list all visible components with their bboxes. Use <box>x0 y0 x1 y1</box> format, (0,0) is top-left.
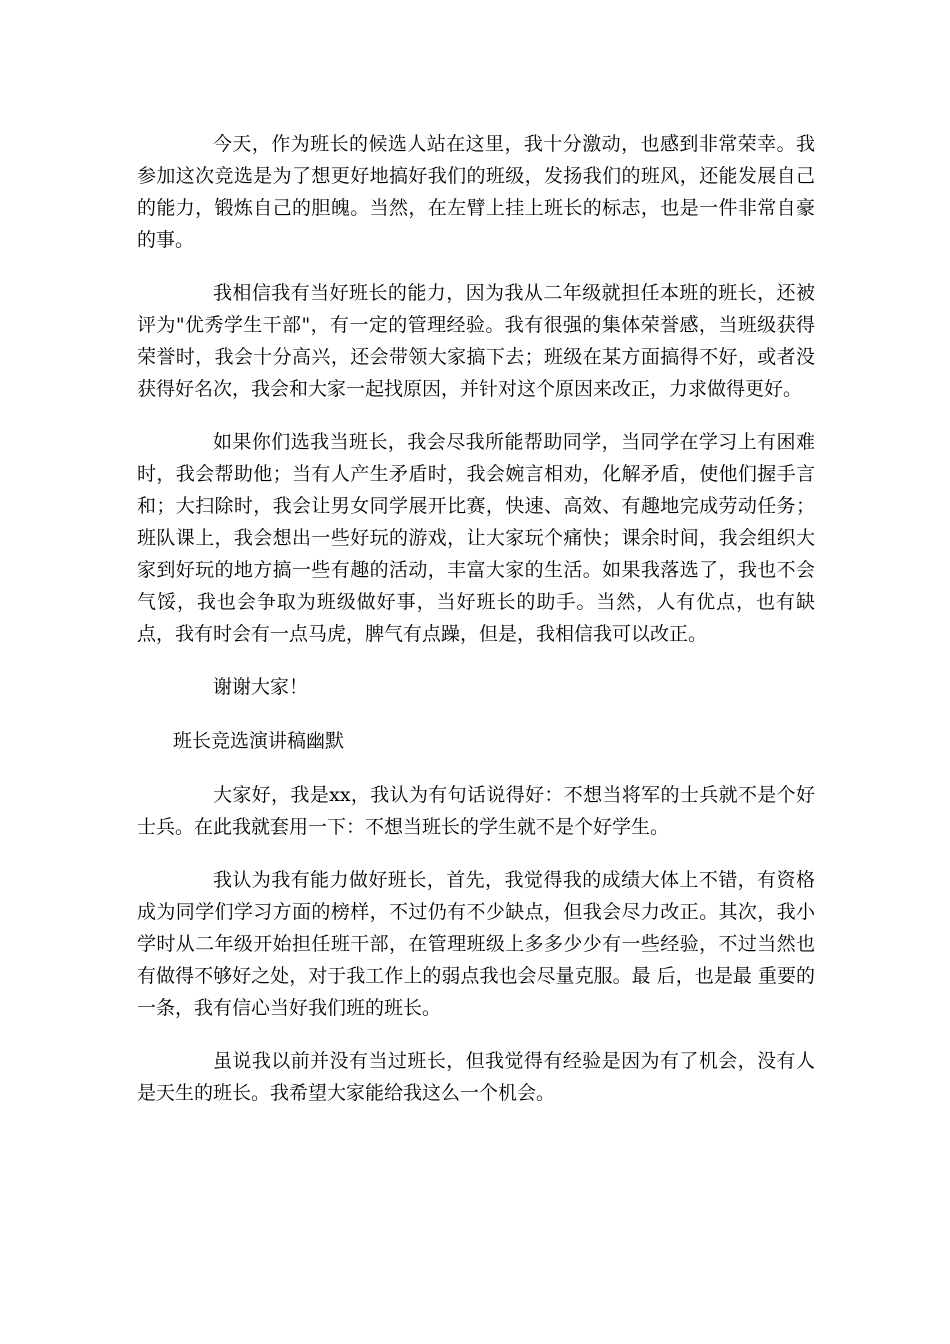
paragraph-capability: 我认为我有能力做好班长，首先，我觉得我的成绩大体上不错，有资格成为同学们学习方面的榜样，不过仍有不少缺点，但我会尽力改正。其次，我小学时从二年级开始担任班干部，在管理班级上多多少少有一些经验，不过当然也有做得不够好之处，对于我工作上的弱点我也会尽量克服。最 后，也是最 重要的一条，我有信心当好我们班的班长。 <box>137 869 815 1019</box>
paragraph-opportunity: 虽说我以前并没有当过班长，但我觉得有经验是因为有了机会，没有人是天生的班长。我希望大家能给我这么一个机会。 <box>137 1050 815 1104</box>
paragraph-ability: 我相信我有当好班长的能力，因为我从二年级就担任本班的班长，还被评为"优秀学生干部"，有一定的管理经验。我有很强的集体荣誉感，当班级获得荣誉时，我会十分高兴，还会带领大家搞下去；班级在某方面搞得不好，或者没获得好名次，我会和大家一起找原因，并针对这个原因来改正，力求做得更好。 <box>137 282 815 400</box>
paragraph-intro: 今天，作为班长的候选人站在这里，我十分激动，也感到非常荣幸。我参加这次竞选是为了想更好地搞好我们的班级，发扬我们的班风，还能发展自己的能力，锻炼自己的胆魄。当然，在左臂上挂上班长的标志，也是一件非常自豪的事。 <box>137 133 815 251</box>
document-page <box>137 128 815 1130</box>
paragraph-greeting: 大家好，我是xx，我认为有句话说得好：不想当将军的士兵就不是个好士兵。在此我就套用一下：不想当班长的学生就不是个好学生。 <box>137 784 815 838</box>
section-title: 班长竞选演讲稿幽默 <box>173 730 345 752</box>
paragraph-promise: 如果你们选我当班长，我会尽我所能帮助同学，当同学在学习上有困难时，我会帮助他；当有人产生矛盾时，我会婉言相劝，化解矛盾，使他们握手言和；大扫除时，我会让男女同学展开比赛，快速、高效、有趣地完成劳动任务；班队课上，我会想出一些好玩的游戏，让大家玩个痛快；课余时间，我会组织大家到好玩的地方搞一些有趣的活动，丰富大家的生活。如果我落选了，我也不会气馁，我也会争取为班级做好事，当好班长的助手。当然，人有优点，也有缺点，我有时会有一点马虎，脾气有点躁，但是，我相信我可以改正。 <box>137 431 815 645</box>
paragraph-thanks: 谢谢大家！ <box>213 676 309 698</box>
